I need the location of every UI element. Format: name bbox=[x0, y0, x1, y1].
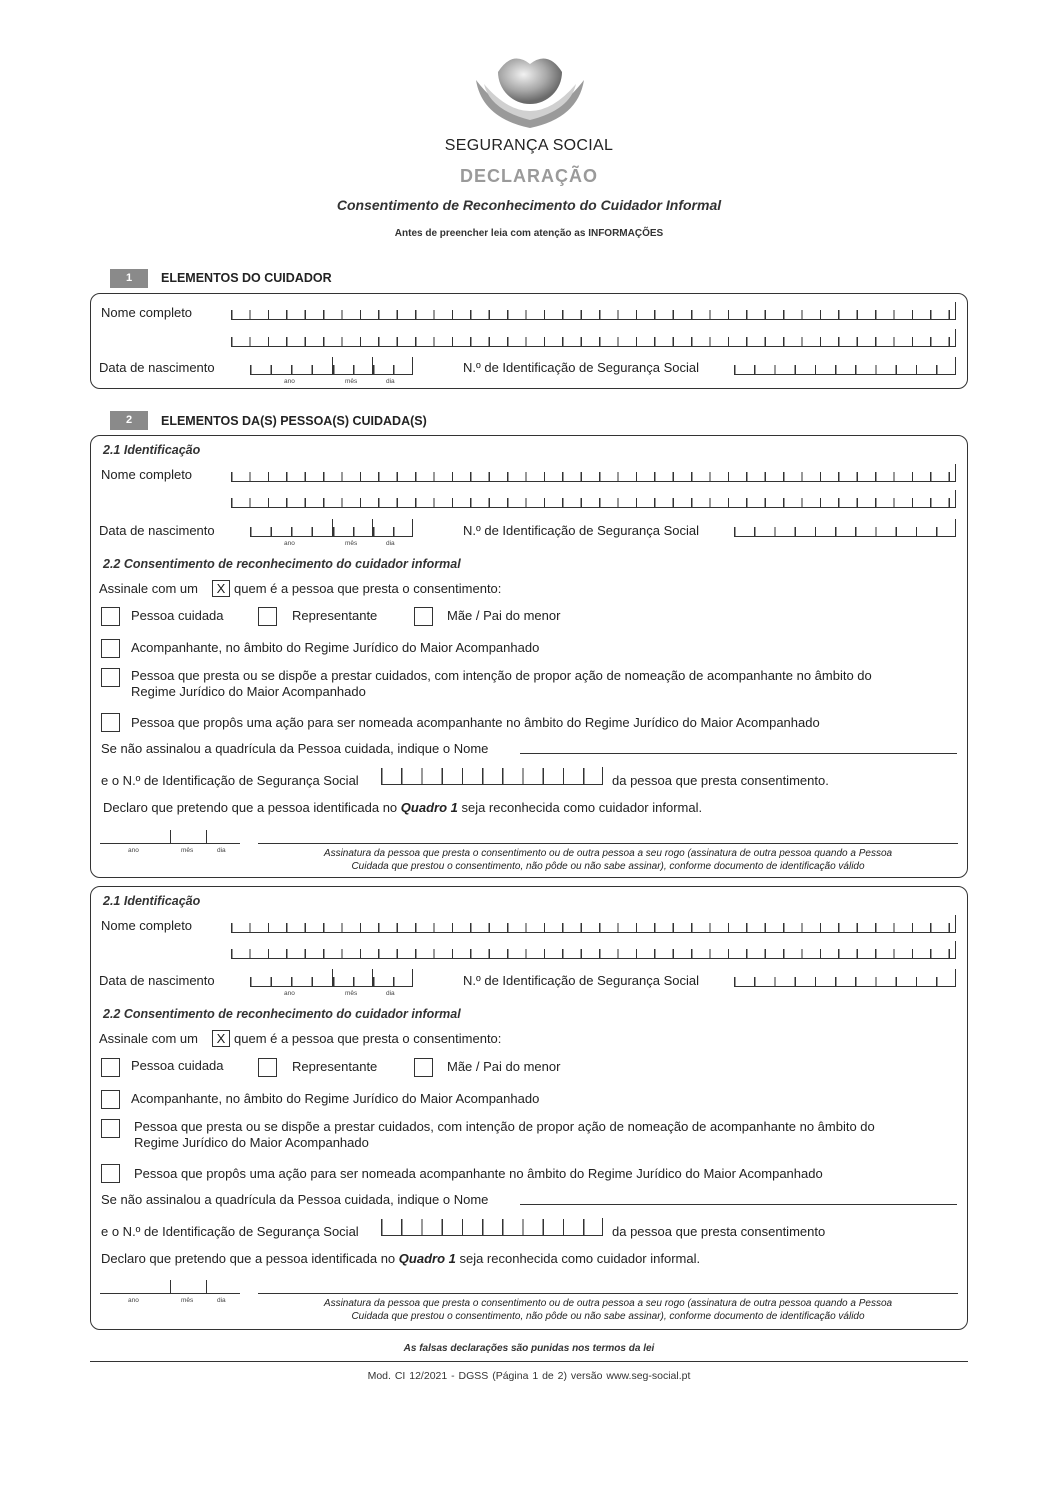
cared-person-2-full-name-field-row-2[interactable] bbox=[231, 942, 956, 959]
cared-person-1-option-acompanhante: Acompanhante, no âmbito do Regime Jurídico do Maior Acompanhado bbox=[131, 640, 540, 655]
false-declarations-warning: As falsas declarações são punidas nos termos da lei bbox=[403, 1343, 655, 1354]
date-divider bbox=[206, 830, 207, 844]
date-divider bbox=[206, 1280, 207, 1294]
cared-person-2-birth-date-label: Data de nascimento bbox=[99, 973, 215, 988]
cared-person-2-option-presta-cuidados-line-2: Regime Jurídico do Maior Acompanhado bbox=[134, 1135, 369, 1150]
cared-person-1-year-caption: ano bbox=[284, 540, 295, 547]
cared-person-1-option-mae-pai: Mãe / Pai do menor bbox=[447, 608, 561, 623]
cared-person-1-month-caption: mês bbox=[345, 540, 358, 547]
section-1-title: ELEMENTOS DO CUIDADOR bbox=[161, 271, 332, 285]
cared-person-2-niss-field[interactable] bbox=[734, 970, 956, 987]
carer-full-name-label: Nome completo bbox=[101, 305, 193, 320]
cared-person-2-identification-title: 2.1 Identificação bbox=[103, 894, 201, 908]
organization-name: SEGURANÇA SOCIAL bbox=[444, 137, 614, 154]
read-instructions-note: Antes de preencher leia com atenção as INFORMAÇÕES bbox=[394, 228, 664, 239]
cared-person-2-checkbox-mae-pai[interactable] bbox=[414, 1058, 433, 1077]
cared-person-2-birth-day-field[interactable] bbox=[373, 970, 413, 987]
cared-person-2-consenter-niss-label: e o N.º de Identificação de Segurança Social bbox=[101, 1224, 359, 1239]
cared-person-2-full-name-label: Nome completo bbox=[101, 918, 193, 933]
date-divider bbox=[170, 830, 171, 844]
carer-month-caption: mês bbox=[345, 378, 358, 385]
cared-person-1-option-pessoa-cuidada: Pessoa cuidada bbox=[131, 608, 224, 623]
carer-niss-field[interactable] bbox=[734, 358, 956, 375]
cared-person-2-day-caption: dia bbox=[386, 990, 395, 997]
cared-person-2-consenter-niss-field[interactable] bbox=[381, 1219, 603, 1236]
cared-person-1-birth-month-field[interactable] bbox=[333, 520, 373, 537]
cared-person-2-option-acompanhante: Acompanhante, no âmbito do Regime Jurídico do Maior Acompanhado bbox=[131, 1091, 540, 1106]
cared-person-1-consent-title: 2.2 Consentimento de reconhecimento do cuidador informal bbox=[103, 557, 461, 571]
cared-person-1-sig-day-caption: dia bbox=[217, 847, 226, 854]
cared-person-2-mark-suffix: quem é a pessoa que presta o consentimento: bbox=[234, 1031, 502, 1046]
cared-person-1-full-name-label: Nome completo bbox=[101, 467, 193, 482]
carer-niss-label: N.º de Identificação de Segurança Social bbox=[463, 360, 700, 375]
cared-person-1-niss-field[interactable] bbox=[734, 520, 956, 537]
cared-person-1-signature-caption: Assinatura da pessoa que presta o consentimento ou de outra pessoa a seu rogo (assinatura de outra pessoa quando a Pessoa Cuidada que prestou o consentimento, não pôde ou não sabe assinar), conforme documento de identificação válido bbox=[323, 848, 893, 872]
section-2-number: 2 bbox=[110, 411, 148, 430]
cared-person-2-niss-label: N.º de Identificação de Segurança Social bbox=[463, 973, 700, 988]
cared-person-1-consenter-niss-label: e o N.º de Identificação de Segurança Social bbox=[101, 773, 359, 788]
cared-person-1-sig-year-caption: ano bbox=[128, 847, 139, 854]
section-2-title: ELEMENTOS DA(S) PESSOA(S) CUIDADA(S) bbox=[161, 414, 427, 428]
cared-person-2-birth-month-field[interactable] bbox=[333, 970, 373, 987]
cared-person-1-option-representante: Representante bbox=[292, 608, 378, 623]
cared-person-2-option-pessoa-cuidada: Pessoa cuidada bbox=[131, 1058, 224, 1073]
cared-person-2-mark-prefix: Assinale com um bbox=[99, 1031, 198, 1046]
document-subtitle: Consentimento de Reconhecimento do Cuidador Informal bbox=[336, 197, 722, 213]
cared-person-2-consent-title: 2.2 Consentimento de reconhecimento do cuidador informal bbox=[103, 1007, 461, 1021]
cared-person-1-birth-year-field[interactable] bbox=[250, 520, 333, 537]
carer-full-name-field-row-2[interactable] bbox=[231, 330, 956, 347]
cared-person-2-checkbox-propos-acao[interactable] bbox=[101, 1164, 120, 1183]
cared-person-1-mark-prefix: Assinale com um bbox=[99, 581, 198, 596]
cared-person-1-option-propos-acao: Pessoa que propôs uma ação para ser nomeada acompanhante no âmbito do Regime Jurídico do Maior Acompanhado bbox=[131, 715, 820, 730]
cared-person-2-sig-day-caption: dia bbox=[217, 1297, 226, 1304]
cared-person-1-option-presta-cuidados-line-1: Pessoa que presta ou se dispõe a prestar cuidados, com intenção de propor ação de nomeação de acompanhante no âmbito do bbox=[131, 668, 872, 683]
mark-x-example-icon: X bbox=[212, 1030, 230, 1047]
cared-person-1-checkbox-pessoa-cuidada[interactable] bbox=[101, 607, 120, 626]
cared-person-1-declaration: Declaro que pretendo que a pessoa identificada no Quadro 1 seja reconhecida como cuidador informal. bbox=[103, 800, 703, 815]
seguranca-social-logo-icon bbox=[470, 40, 590, 135]
cared-person-1-option-presta-cuidados-line-2: Regime Jurídico do Maior Acompanhado bbox=[131, 684, 366, 699]
cared-person-2-full-name-field-row-1[interactable] bbox=[231, 916, 956, 933]
cared-person-1-signature-field[interactable] bbox=[258, 843, 958, 844]
cared-person-1-birth-day-field[interactable] bbox=[373, 520, 413, 537]
cared-person-1-identification-title: 2.1 Identificação bbox=[103, 443, 201, 457]
cared-person-1-if-not-name-label: Se não assinalou a quadrícula da Pessoa cuidada, indique o Nome bbox=[101, 741, 489, 756]
cared-person-1-full-name-field-row-1[interactable] bbox=[231, 465, 956, 482]
carer-birth-day-field[interactable] bbox=[373, 358, 413, 375]
carer-birth-year-field[interactable] bbox=[250, 358, 333, 375]
section-1-number: 1 bbox=[110, 269, 148, 288]
date-divider bbox=[170, 1280, 171, 1294]
carer-birth-month-field[interactable] bbox=[333, 358, 373, 375]
cared-person-2-consenter-niss-suffix: da pessoa que presta consentimento bbox=[612, 1224, 826, 1239]
cared-person-1-consenter-name-field[interactable] bbox=[520, 753, 957, 754]
cared-person-1-niss-label: N.º de Identificação de Segurança Social bbox=[463, 523, 700, 538]
cared-person-2-option-propos-acao: Pessoa que propôs uma ação para ser nomeada acompanhante no âmbito do Regime Jurídico do Maior Acompanhado bbox=[134, 1166, 823, 1181]
cared-person-1-mark-suffix: quem é a pessoa que presta o consentimento: bbox=[234, 581, 502, 596]
carer-full-name-field-row-1[interactable] bbox=[231, 303, 956, 320]
cared-person-2-sig-year-caption: ano bbox=[128, 1297, 139, 1304]
cared-person-2-year-caption: ano bbox=[284, 990, 295, 997]
cared-person-2-option-presta-cuidados-line-1: Pessoa que presta ou se dispõe a prestar cuidados, com intenção de propor ação de nomeação de acompanhante no âmbito do bbox=[134, 1119, 875, 1134]
cared-person-2-checkbox-representante[interactable] bbox=[258, 1058, 277, 1077]
cared-person-2-checkbox-presta-cuidados[interactable] bbox=[101, 1119, 120, 1138]
cared-person-2-signature-field[interactable] bbox=[258, 1293, 958, 1294]
cared-person-2-option-representante: Representante bbox=[292, 1059, 378, 1074]
cared-person-1-checkbox-mae-pai[interactable] bbox=[414, 607, 433, 626]
document-title: DECLARAÇÃO bbox=[460, 166, 598, 186]
cared-person-1-consenter-niss-suffix: da pessoa que presta consentimento. bbox=[612, 773, 829, 788]
cared-person-2-consenter-name-field[interactable] bbox=[520, 1204, 957, 1205]
cared-person-2-declaration: Declaro que pretendo que a pessoa identificada no Quadro 1 seja reconhecida como cuidador informal. bbox=[101, 1251, 701, 1266]
carer-birth-date-label: Data de nascimento bbox=[99, 360, 215, 375]
cared-person-2-birth-year-field[interactable] bbox=[250, 970, 333, 987]
cared-person-2-checkbox-acompanhante[interactable] bbox=[101, 1090, 120, 1109]
cared-person-1-checkbox-acompanhante[interactable] bbox=[101, 639, 120, 658]
carer-day-caption: dia bbox=[386, 378, 395, 385]
cared-person-2-option-mae-pai: Mãe / Pai do menor bbox=[447, 1059, 561, 1074]
footer-divider bbox=[90, 1361, 968, 1362]
cared-person-1-day-caption: dia bbox=[386, 540, 395, 547]
cared-person-2-if-not-name-label: Se não assinalou a quadrícula da Pessoa cuidada, indique o Nome bbox=[101, 1192, 489, 1207]
form-model-reference: Mod. CI 12/2021 - DGSS (Página 1 de 2) versão www.seg-social.pt bbox=[367, 1370, 691, 1382]
cared-person-1-sig-month-caption: mês bbox=[181, 847, 194, 854]
cared-person-2-signature-caption: Assinatura da pessoa que presta o consentimento ou de outra pessoa a seu rogo (assinatura de outra pessoa quando a Pessoa Cuidada que prestou o consentimento, não pôde ou não sabe assinar), conforme documento de identificação válido bbox=[323, 1298, 893, 1322]
cared-person-2-checkbox-pessoa-cuidada[interactable] bbox=[101, 1058, 120, 1077]
cared-person-1-birth-date-label: Data de nascimento bbox=[99, 523, 215, 538]
cared-person-1-checkbox-presta-cuidados[interactable] bbox=[101, 668, 120, 687]
cared-person-1-consenter-niss-field[interactable] bbox=[381, 768, 603, 785]
cared-person-1-checkbox-propos-acao[interactable] bbox=[101, 713, 120, 732]
mark-x-example-icon: X bbox=[212, 580, 230, 597]
cared-person-1-full-name-field-row-2[interactable] bbox=[231, 491, 956, 508]
cared-person-2-sig-month-caption: mês bbox=[181, 1297, 194, 1304]
carer-year-caption: ano bbox=[284, 378, 295, 385]
cared-person-2-month-caption: mês bbox=[345, 990, 358, 997]
cared-person-1-checkbox-representante[interactable] bbox=[258, 607, 277, 626]
